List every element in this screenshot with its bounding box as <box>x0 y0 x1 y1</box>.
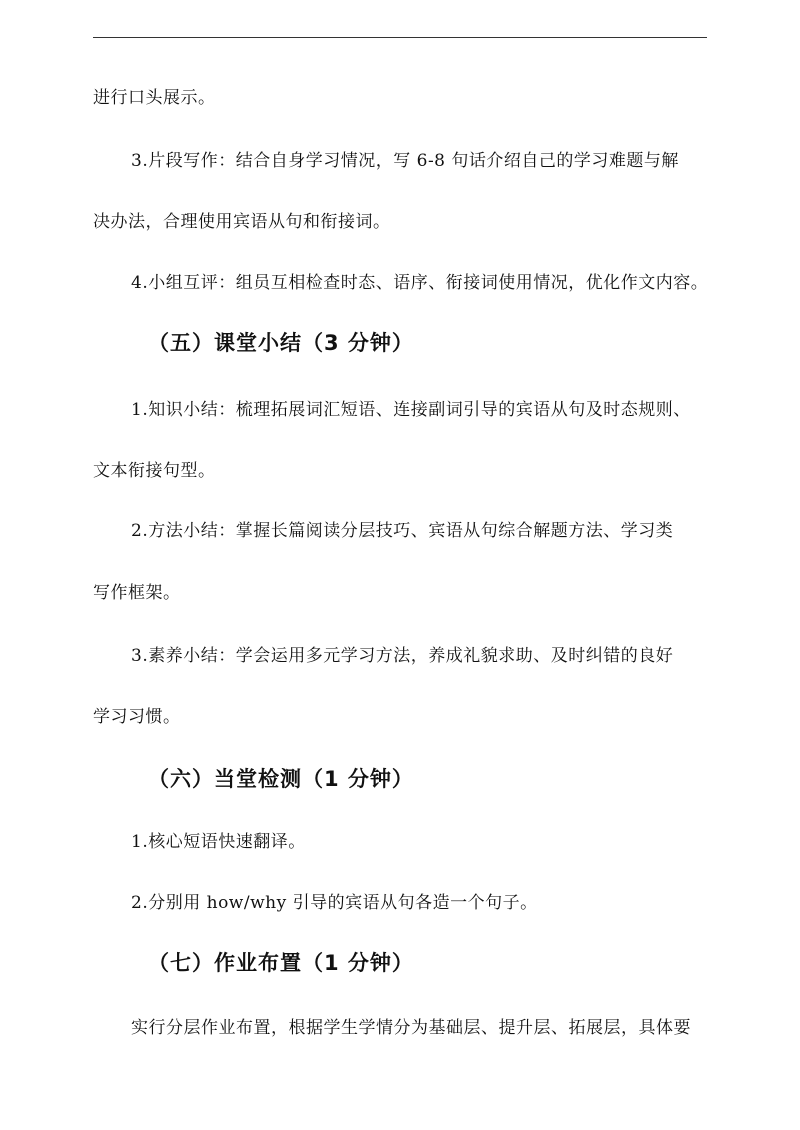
paragraph-line: 决办法，合理使用宾语从句和衔接词。 <box>93 212 391 232</box>
paragraph-line: 进行口头展示。 <box>93 88 216 108</box>
paragraph-line: 3.素养小结：学会运用多元学习方法，养成礼貌求助、及时纠错的良好 <box>131 646 674 666</box>
paragraph-line: 学习习惯。 <box>93 707 181 727</box>
section-heading-5: （五）课堂小结（3 分钟） <box>148 331 414 355</box>
header-rule <box>93 37 707 38</box>
paragraph-line: 文本衔接句型。 <box>93 461 216 481</box>
section-heading-6: （六）当堂检测（1 分钟） <box>148 767 414 791</box>
paragraph-line: 实行分层作业布置，根据学生学情分为基础层、提升层、拓展层，具体要 <box>131 1018 691 1038</box>
section-heading-7: （七）作业布置（1 分钟） <box>148 951 414 975</box>
paragraph-line: 1.知识小结：梳理拓展词汇短语、连接副词引导的宾语从句及时态规则、 <box>131 400 691 420</box>
paragraph-line: 写作框架。 <box>93 583 181 603</box>
paragraph-line: 2.方法小结：掌握长篇阅读分层技巧、宾语从句综合解题方法、学习类 <box>131 521 674 541</box>
paragraph-line: 4.小组互评：组员互相检查时态、语序、衔接词使用情况，优化作文内容。 <box>131 273 709 293</box>
paragraph-line: 1.核心短语快速翻译。 <box>131 832 306 852</box>
paragraph-line: 3.片段写作：结合自身学习情况，写 6-8 句话介绍自己的学习难题与解 <box>131 151 679 171</box>
paragraph-line: 2.分别用 how/why 引导的宾语从句各造一个句子。 <box>131 893 538 913</box>
